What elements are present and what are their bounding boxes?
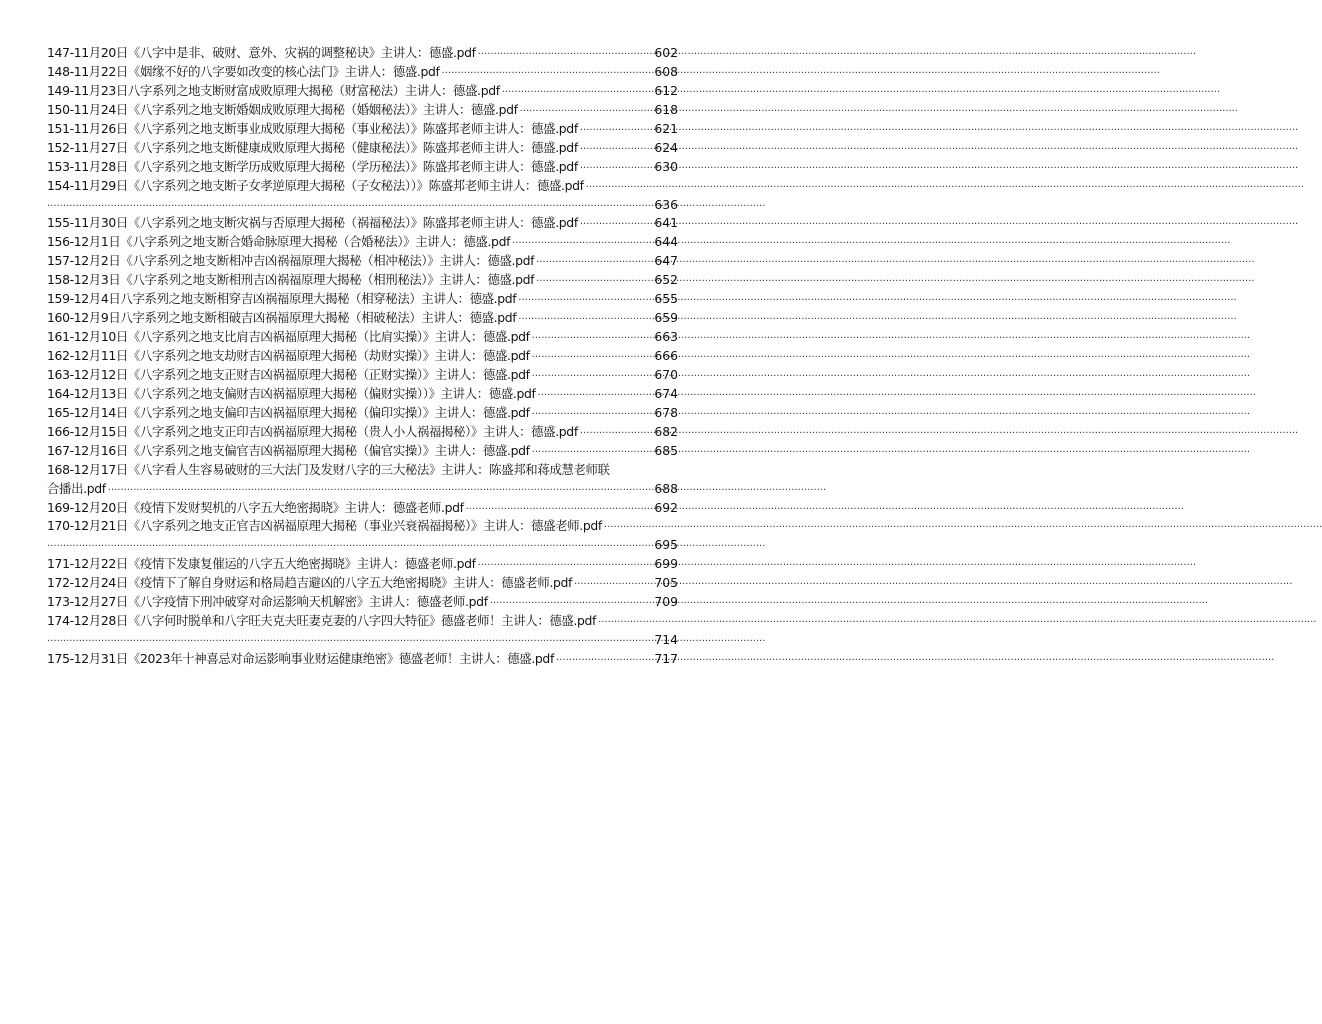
toc-entry-line bbox=[47, 593, 678, 612]
dot-leader bbox=[538, 387, 653, 406]
table-of-contents bbox=[47, 44, 678, 669]
dot-leader bbox=[532, 368, 653, 387]
toc-page-number: 641 bbox=[654, 215, 678, 231]
dot-leader bbox=[478, 46, 653, 65]
toc-entry-title: 169-12月20日《疫情下发财契机的八字五大绝密揭晓》主讲人：德盛老师.pdf bbox=[47, 499, 464, 515]
toc-entry-line bbox=[47, 574, 678, 593]
toc-entry-title: 148-11月22日《姻缘不好的八字要如改变的核心法门》主讲人：德盛.pdf bbox=[47, 63, 440, 79]
dot-leader bbox=[532, 349, 653, 368]
toc-entry[interactable] bbox=[47, 385, 678, 404]
toc-entry[interactable] bbox=[47, 517, 678, 555]
toc-entry-title: 155-11月30日《八字系列之地支断灾祸与否原理大揭秘（祸福秘法）》陈盛邦老师主讲人：德盛.pdf bbox=[47, 215, 578, 231]
toc-entry-title: 147-11月20日《八字中是非、破财、意外、灾祸的调整秘诀》主讲人：德盛.pdf bbox=[47, 45, 476, 60]
toc-entry[interactable] bbox=[47, 461, 678, 499]
toc-page-number: 688 bbox=[654, 480, 678, 496]
toc-entry-line bbox=[47, 290, 678, 309]
toc-entry-line bbox=[47, 650, 678, 669]
toc-page-number: 695 bbox=[654, 537, 678, 553]
toc-entry[interactable] bbox=[47, 612, 678, 650]
toc-entry-title: 152-11月27日《八字系列之地支断健康成败原理大揭秘（健康秘法）》陈盛邦老师主讲人：德盛.pdf bbox=[47, 139, 578, 155]
dot-leader bbox=[556, 652, 652, 671]
toc-entry-title: 171-12月22日《疫情下发康复催运的八字五大绝密揭晓》主讲人：德盛老师.pdf bbox=[47, 556, 476, 572]
toc-entry[interactable] bbox=[47, 442, 678, 461]
dot-leader bbox=[536, 254, 652, 273]
dot-leader bbox=[580, 160, 653, 179]
toc-entry[interactable] bbox=[47, 574, 678, 593]
toc-entry[interactable] bbox=[47, 271, 678, 290]
toc-page-number: 624 bbox=[654, 139, 678, 155]
toc-entry-line bbox=[47, 309, 678, 328]
toc-entry-continuation-line bbox=[47, 196, 678, 215]
toc-entry-line bbox=[47, 328, 678, 347]
toc-entry-title: 160-12月9日八字系列之地支断相破吉凶祸福原理大揭秘（相破秘法）主讲人：德盛.pdf bbox=[47, 310, 517, 326]
toc-entry-line bbox=[47, 366, 678, 385]
toc-entry-line bbox=[47, 214, 678, 233]
toc-page-number: 652 bbox=[654, 272, 678, 288]
toc-entry-line bbox=[47, 499, 678, 518]
toc-entry[interactable] bbox=[47, 177, 678, 215]
toc-page-number: 663 bbox=[654, 329, 678, 345]
dot-leader bbox=[580, 216, 653, 235]
toc-page-number: 602 bbox=[654, 45, 678, 60]
toc-entry[interactable] bbox=[47, 366, 678, 385]
toc-entry-title: 162-12月11日《八字系列之地支劫财吉凶祸福原理大揭秘（劫财实操）》主讲人：德盛.pdf bbox=[47, 348, 530, 363]
toc-entry[interactable] bbox=[47, 139, 678, 158]
toc-page-number: 709 bbox=[654, 594, 678, 610]
toc-entry-line bbox=[47, 347, 678, 366]
toc-entry[interactable] bbox=[47, 233, 678, 252]
dot-leader bbox=[518, 292, 652, 311]
toc-entry[interactable] bbox=[47, 555, 678, 574]
toc-entry-title: 174-12月28日《八字何时脱单和八字旺夫克夫旺妻克妻的八字四大特征》德盛老师！主讲人：德盛.pdf bbox=[47, 613, 597, 629]
toc-entry-title: 159-12月4日八字系列之地支断相穿吉凶祸福原理大揭秘（相穿秘法）主讲人：德盛.pdf bbox=[47, 291, 517, 307]
toc-entry[interactable] bbox=[47, 214, 678, 233]
dot-leader bbox=[536, 273, 652, 292]
toc-entry[interactable] bbox=[47, 347, 678, 366]
toc-page-number: 655 bbox=[654, 291, 678, 307]
toc-entry-line bbox=[47, 233, 678, 252]
toc-page-number: 636 bbox=[654, 196, 678, 212]
toc-entry-title: 151-11月26日《八字系列之地支断事业成败原理大揭秘（事业秘法）》陈盛邦老师主讲人：德盛.pdf bbox=[47, 120, 578, 136]
toc-entry-line bbox=[47, 44, 678, 63]
dot-leader bbox=[580, 122, 653, 141]
toc-entry[interactable] bbox=[47, 499, 678, 518]
toc-entry[interactable] bbox=[47, 423, 678, 442]
toc-entry-line bbox=[47, 101, 678, 120]
toc-entry-line bbox=[47, 404, 678, 423]
toc-page-number: 666 bbox=[654, 348, 678, 363]
toc-entry-title: 150-11月24日《八字系列之地支断婚姻成败原理大揭秘（婚姻秘法）》主讲人：德盛.pdf bbox=[47, 101, 518, 117]
toc-page-number: 685 bbox=[654, 442, 678, 458]
toc-page-number: 692 bbox=[654, 499, 678, 515]
toc-entry-line bbox=[47, 158, 678, 177]
dot-leader bbox=[574, 576, 652, 595]
toc-entry-title: 172-12月24日《疫情下了解自身财运和格局趋吉避凶的八字五大绝密揭晓》主讲人：德盛老师.pdf bbox=[47, 575, 572, 591]
toc-page-number: 621 bbox=[654, 120, 678, 136]
toc-entry-title: 166-12月15日《八字系列之地支正印吉凶祸福原理大揭秘（贵人小人祸福揭秘）》主讲人：德盛.pdf bbox=[47, 423, 578, 439]
toc-page-number: 674 bbox=[654, 385, 678, 401]
toc-page-number: 612 bbox=[654, 82, 678, 98]
toc-page-number: 618 bbox=[654, 101, 678, 117]
dot-leader bbox=[580, 425, 653, 444]
toc-entry-line bbox=[47, 82, 678, 101]
toc-entry[interactable] bbox=[47, 309, 678, 328]
toc-entry[interactable] bbox=[47, 101, 678, 120]
toc-entry-line bbox=[47, 555, 678, 574]
toc-entry-continuation-line bbox=[47, 536, 678, 555]
toc-entry-line bbox=[47, 612, 678, 631]
toc-page-number: 678 bbox=[654, 404, 678, 420]
toc-entry[interactable] bbox=[47, 120, 678, 139]
toc-entry-title: 154-11月29日《八字系列之地支断子女孝逆原理大揭秘（子女秘法））》陈盛邦老师主讲人：德盛.pdf bbox=[47, 177, 584, 193]
toc-entry-title: 165-12月14日《八字系列之地支偏印吉凶祸福原理大揭秘（偏印实操）》主讲人：德盛.pdf bbox=[47, 404, 530, 420]
toc-entry[interactable] bbox=[47, 82, 678, 101]
toc-page-number: 717 bbox=[654, 651, 678, 666]
toc-entry-line bbox=[47, 385, 678, 404]
toc-entry[interactable] bbox=[47, 252, 678, 271]
toc-entry-line bbox=[47, 120, 678, 139]
toc-entry[interactable] bbox=[47, 404, 678, 423]
toc-page-number: 670 bbox=[654, 366, 678, 382]
toc-entry-title: 168-12月17日《八字看人生容易破财的三大法门及发财八字的三大秘法》主讲人：陈盛邦和蒋成慧老师联 bbox=[47, 461, 610, 477]
toc-entry[interactable] bbox=[47, 44, 678, 63]
toc-entry-title: 163-12月12日《八字系列之地支正财吉凶祸福原理大揭秘（正财实操）》主讲人：德盛.pdf bbox=[47, 366, 530, 382]
toc-entry-line bbox=[47, 139, 678, 158]
toc-entry[interactable] bbox=[47, 158, 678, 177]
toc-entry-continuation-line bbox=[47, 631, 678, 650]
toc-entry[interactable] bbox=[47, 63, 678, 82]
toc-page-number: 714 bbox=[654, 632, 678, 648]
toc-entry-title: 173-12月27日《八字疫情下刑冲破穿对命运影响天机解密》主讲人：德盛老师.pdf bbox=[47, 594, 488, 610]
toc-entry-title: 161-12月10日《八字系列之地支比肩吉凶祸福原理大揭秘（比肩实操）》主讲人：德盛.pdf bbox=[47, 329, 530, 345]
toc-entry[interactable] bbox=[47, 290, 678, 309]
toc-entry-line bbox=[47, 442, 678, 461]
toc-entry-line bbox=[47, 252, 678, 271]
dot-leader bbox=[580, 141, 653, 160]
dot-leader bbox=[532, 330, 653, 349]
toc-entry[interactable] bbox=[47, 650, 678, 669]
toc-page-number: 644 bbox=[654, 234, 678, 250]
toc-entry-line bbox=[47, 177, 678, 196]
dot-leader bbox=[502, 84, 653, 103]
toc-entry-title: 175-12月31日《2023年十神喜忌对命运影响事业财运健康绝密》德盛老师！主讲人：德盛.pdf bbox=[47, 651, 554, 666]
toc-entry-title: 157-12月2日《八字系列之地支断相冲吉凶祸福原理大揭秘（相冲秘法）》主讲人：德盛.pdf bbox=[47, 253, 535, 269]
toc-entry-title: 149-11月23日八字系列之地支断财富成败原理大揭秘（财富秘法）主讲人：德盛.pdf bbox=[47, 82, 500, 98]
toc-page-number: 699 bbox=[654, 556, 678, 572]
toc-entry-line bbox=[47, 63, 678, 82]
toc-entry-title: 170-12月21日《八字系列之地支正官吉凶祸福原理大揭秘（事业兴衰祸福揭秘）》主讲人：德盛老师.pdf bbox=[47, 518, 602, 534]
toc-page-number: 608 bbox=[654, 63, 678, 79]
toc-page-number: 647 bbox=[654, 253, 678, 269]
toc-entry[interactable] bbox=[47, 593, 678, 612]
toc-page-number: 659 bbox=[654, 310, 678, 326]
toc-entry-title: 164-12月13日《八字系列之地支偏财吉凶祸福原理大揭秘（偏财实操））》主讲人：德盛.pdf bbox=[47, 385, 536, 401]
toc-entry-line bbox=[47, 271, 678, 290]
toc-entry-title: 156-12月1日《八字系列之地支断合婚命脉原理大揭秘（合婚秘法）》主讲人：德盛.pdf bbox=[47, 234, 511, 250]
toc-entry-line bbox=[47, 423, 678, 442]
dot-leader bbox=[518, 311, 652, 330]
toc-entry[interactable] bbox=[47, 328, 678, 347]
toc-entry-line bbox=[47, 517, 678, 536]
toc-entry-title: 153-11月28日《八字系列之地支断学历成败原理大揭秘（学历秘法）》陈盛邦老师主讲人：德盛.pdf bbox=[47, 158, 578, 174]
toc-page-number: 630 bbox=[654, 158, 678, 174]
toc-entry-title: 167-12月16日《八字系列之地支偏官吉凶祸福原理大揭秘（偏官实操）》主讲人：德盛.pdf bbox=[47, 442, 530, 458]
toc-entry-line bbox=[47, 461, 678, 480]
toc-page-number: 682 bbox=[654, 423, 678, 439]
toc-entry-continuation-line bbox=[47, 480, 678, 499]
toc-entry-continuation: 合播出.pdf bbox=[47, 480, 106, 496]
toc-entry-title: 158-12月3日《八字系列之地支断相刑吉凶祸福原理大揭秘（相刑秘法）》主讲人：德盛.pdf bbox=[47, 272, 535, 288]
toc-page-number: 705 bbox=[654, 575, 678, 591]
